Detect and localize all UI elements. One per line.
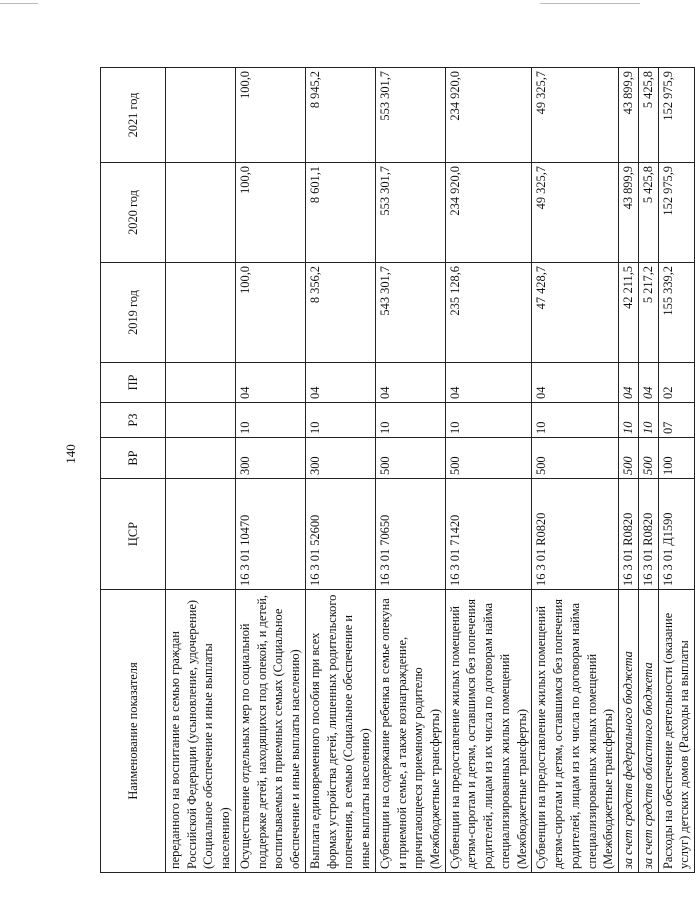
col-header-pr: ПР <box>101 363 166 403</box>
table-row <box>445 68 532 873</box>
cell-y2020: 5 425,8 <box>638 163 658 263</box>
cell-pr <box>166 363 236 403</box>
table-row <box>305 68 375 873</box>
cell-rz: 10 <box>375 403 445 438</box>
cell-name: Осуществление отдельных мер по социальной поддержке детей, находящихся под опекой, и детей, воспитываемых в приемных семьях (Социальное обеспечение и иные выплаты населению) <box>235 590 305 873</box>
cell-vr: 500 <box>638 438 658 479</box>
cell-vr: 300 <box>235 438 305 479</box>
col-header-name: Наименование показателя <box>101 590 166 873</box>
cell-csr: 16 3 01 R0820 <box>638 479 658 590</box>
cell-rz: 07 <box>658 403 694 438</box>
scan-mark-top-left <box>0 3 38 4</box>
table-row <box>235 68 305 873</box>
cell-y2019: 235 128,6 <box>445 263 532 363</box>
cell-pr: 04 <box>532 363 619 403</box>
page-number: 140 <box>63 444 78 464</box>
rotated-table-frame <box>100 68 692 873</box>
cell-y2020 <box>166 163 236 263</box>
cell-pr: 04 <box>235 363 305 403</box>
cell-vr: 100 <box>658 438 694 479</box>
cell-pr: 04 <box>619 363 639 403</box>
cell-y2021: 152 975,9 <box>658 68 694 163</box>
cell-y2020: 553 301,7 <box>375 163 445 263</box>
table-row <box>532 68 619 873</box>
cell-y2020: 152 975,9 <box>658 163 694 263</box>
cell-vr: 500 <box>532 438 619 479</box>
cell-y2021: 553 301,7 <box>375 68 445 163</box>
cell-pr: 04 <box>305 363 375 403</box>
cell-rz: 10 <box>638 403 658 438</box>
cell-pr: 04 <box>445 363 532 403</box>
col-header-rz: РЗ <box>101 403 166 438</box>
cell-csr: 16 3 01 Д1590 <box>658 479 694 590</box>
cell-rz: 10 <box>532 403 619 438</box>
table-row <box>638 68 658 873</box>
col-header-2019: 2019 год <box>101 263 166 363</box>
scan-mark-top-right <box>540 3 640 4</box>
cell-y2019 <box>166 263 236 363</box>
cell-y2019: 8 356,2 <box>305 263 375 363</box>
cell-y2020: 100,0 <box>235 163 305 263</box>
cell-y2021: 43 899,9 <box>619 68 639 163</box>
cell-name: переданного на воспитание в семью граждан Российской Федерации (усыновление, удочерение) (Социальное обеспечение и иные выплаты населению) <box>166 590 236 873</box>
cell-y2021: 8 945,2 <box>305 68 375 163</box>
cell-rz <box>166 403 236 438</box>
cell-csr <box>166 479 236 590</box>
cell-y2019: 155 339,2 <box>658 263 694 363</box>
cell-y2019: 47 428,7 <box>532 263 619 363</box>
col-header-2020: 2020 год <box>101 163 166 263</box>
cell-vr: 500 <box>619 438 639 479</box>
cell-name: Выплата единовременного пособия при всех формах устройства детей, лишенных родительского попечения, в семью (Социальное обеспечение и иные выплаты населению) <box>305 590 375 873</box>
cell-name: Субвенции на предоставление жилых помещений детям-сиротам и детям, оставшимся без попечения родителей, лицам из их числа по договорам найма специализированных жилых помещений (Межбюджетные трансферты) <box>445 590 532 873</box>
cell-y2019: 543 301,7 <box>375 263 445 363</box>
table-row <box>619 68 639 873</box>
cell-y2020: 49 325,7 <box>532 163 619 263</box>
cell-vr: 500 <box>445 438 532 479</box>
cell-y2020: 43 899,9 <box>619 163 639 263</box>
cell-y2021: 234 920,0 <box>445 68 532 163</box>
cell-pr: 04 <box>638 363 658 403</box>
cell-y2019: 5 217,2 <box>638 263 658 363</box>
cell-name: Субвенции на содержание ребенка в семье опекуна и приемной семье, а также вознаграждение, причитающееся приемному родителю (Межбюджетные трансферты) <box>375 590 445 873</box>
cell-y2021 <box>166 68 236 163</box>
cell-csr: 16 3 01 71420 <box>445 479 532 590</box>
cell-vr: 500 <box>375 438 445 479</box>
cell-pr: 04 <box>375 363 445 403</box>
cell-name: за счет средств областного бюджета <box>638 590 658 873</box>
cell-vr: 300 <box>305 438 375 479</box>
col-header-vr: ВР <box>101 438 166 479</box>
col-header-2021: 2021 год <box>101 68 166 163</box>
cell-csr: 16 3 01 10470 <box>235 479 305 590</box>
cell-rz: 10 <box>619 403 639 438</box>
table-row <box>375 68 445 873</box>
budget-table <box>100 67 695 873</box>
cell-y2020: 234 920,0 <box>445 163 532 263</box>
cell-rz: 10 <box>445 403 532 438</box>
cell-rz: 10 <box>305 403 375 438</box>
cell-y2019: 100,0 <box>235 263 305 363</box>
col-header-csr: ЦСР <box>101 479 166 590</box>
cell-csr: 16 3 01 R0820 <box>532 479 619 590</box>
cell-name: за счет средств федерального бюджета <box>619 590 639 873</box>
cell-name: Расходы на обеспечение деятельности (оказание услуг) детских домов (Расходы на выплаты <box>658 590 694 873</box>
cell-rz: 10 <box>235 403 305 438</box>
cell-vr <box>166 438 236 479</box>
cell-csr: 16 3 01 R0820 <box>619 479 639 590</box>
cell-pr: 02 <box>658 363 694 403</box>
table-row <box>166 68 236 873</box>
cell-y2021: 49 325,7 <box>532 68 619 163</box>
cell-y2020: 8 601,1 <box>305 163 375 263</box>
cell-csr: 16 3 01 70650 <box>375 479 445 590</box>
cell-csr: 16 3 01 52600 <box>305 479 375 590</box>
cell-name: Субвенции на предоставление жилых помещений детям-сиротам и детям, оставшимся без попечения родителей, лицам из их числа по договорам найма специализированных жилых помещений (Межбюджетные трансферты) <box>532 590 619 873</box>
table-row <box>658 68 694 873</box>
cell-y2019: 42 211,5 <box>619 263 639 363</box>
table-header-row <box>101 68 166 873</box>
cell-y2021: 100,0 <box>235 68 305 163</box>
cell-y2021: 5 425,8 <box>638 68 658 163</box>
